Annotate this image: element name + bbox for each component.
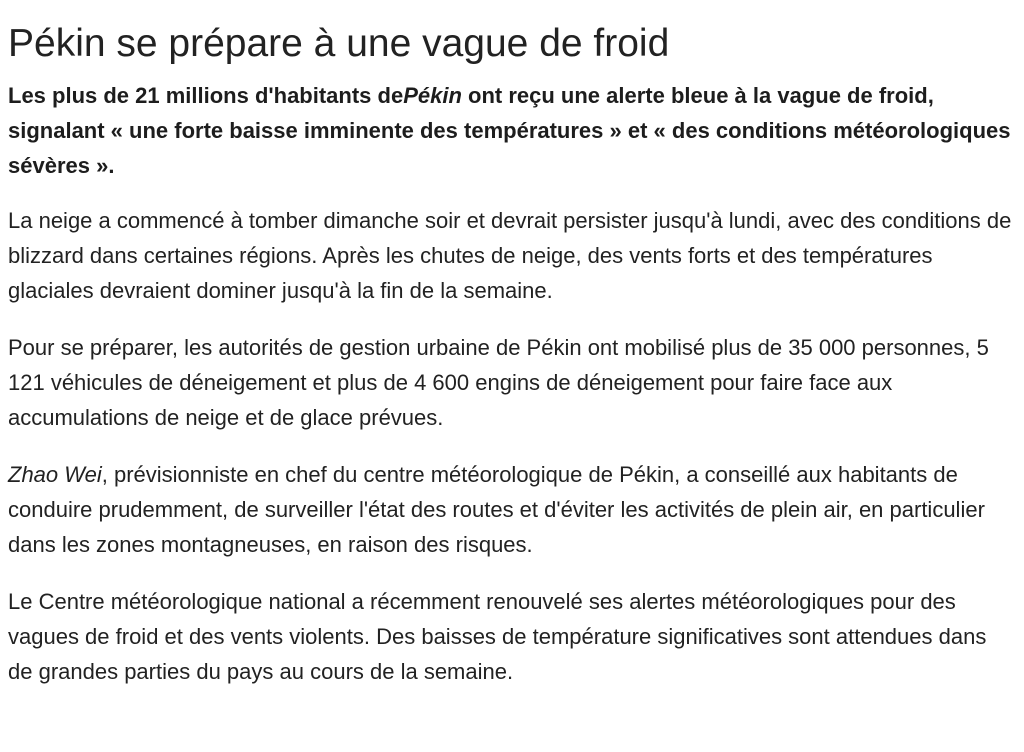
article-title: Pékin se prépare à une vague de froid	[8, 22, 670, 65]
forecaster-quote: , prévisionniste en chef du centre météorologique de Pékin, a conseillé aux habitants de conduire prudemment, de surveiller l'état des routes et d'éviter les activités de plein air, en particulier dans les zones montagneuses, en raison des risques.	[8, 462, 985, 557]
lede-emphasis-city: Pékin	[403, 83, 462, 108]
paragraph-national-alert: Le Centre météorologique national a récemment renouvelé ses alertes météorologiques pour des vagues de froid et des vents violents. Des baisses de température significatives sont attendues dans de grandes parties du pays au cours de la semaine.	[8, 589, 987, 684]
paragraph-forecaster	[8, 457, 1016, 562]
lede-text-start: Les plus de 21 millions d'habitants de	[8, 83, 404, 108]
paragraph-preparation: Pour se préparer, les autorités de gestion urbaine de Pékin ont mobilisé plus de 35 000 personnes, 5 121 véhicules de déneigement et plus de 4 600 engins de déneigement pour faire face aux accumulations de neige et de glace prévues.	[8, 335, 989, 430]
forecaster-name: Zhao Wei	[8, 462, 102, 487]
lede-text-end: ont reçu une alerte bleue à la vague de froid, signalant « une forte baisse imminente des températures » et « des conditions météorologiques sévères ».	[8, 83, 1011, 178]
article-lede	[8, 78, 1016, 183]
paragraph-snowfall: La neige a commencé à tomber dimanche soir et devrait persister jusqu'à lundi, avec des conditions de blizzard dans certaines régions. Après les chutes de neige, des vents forts et des températures glaciales devraient dominer jusqu'à la fin de la semaine.	[8, 208, 1012, 303]
